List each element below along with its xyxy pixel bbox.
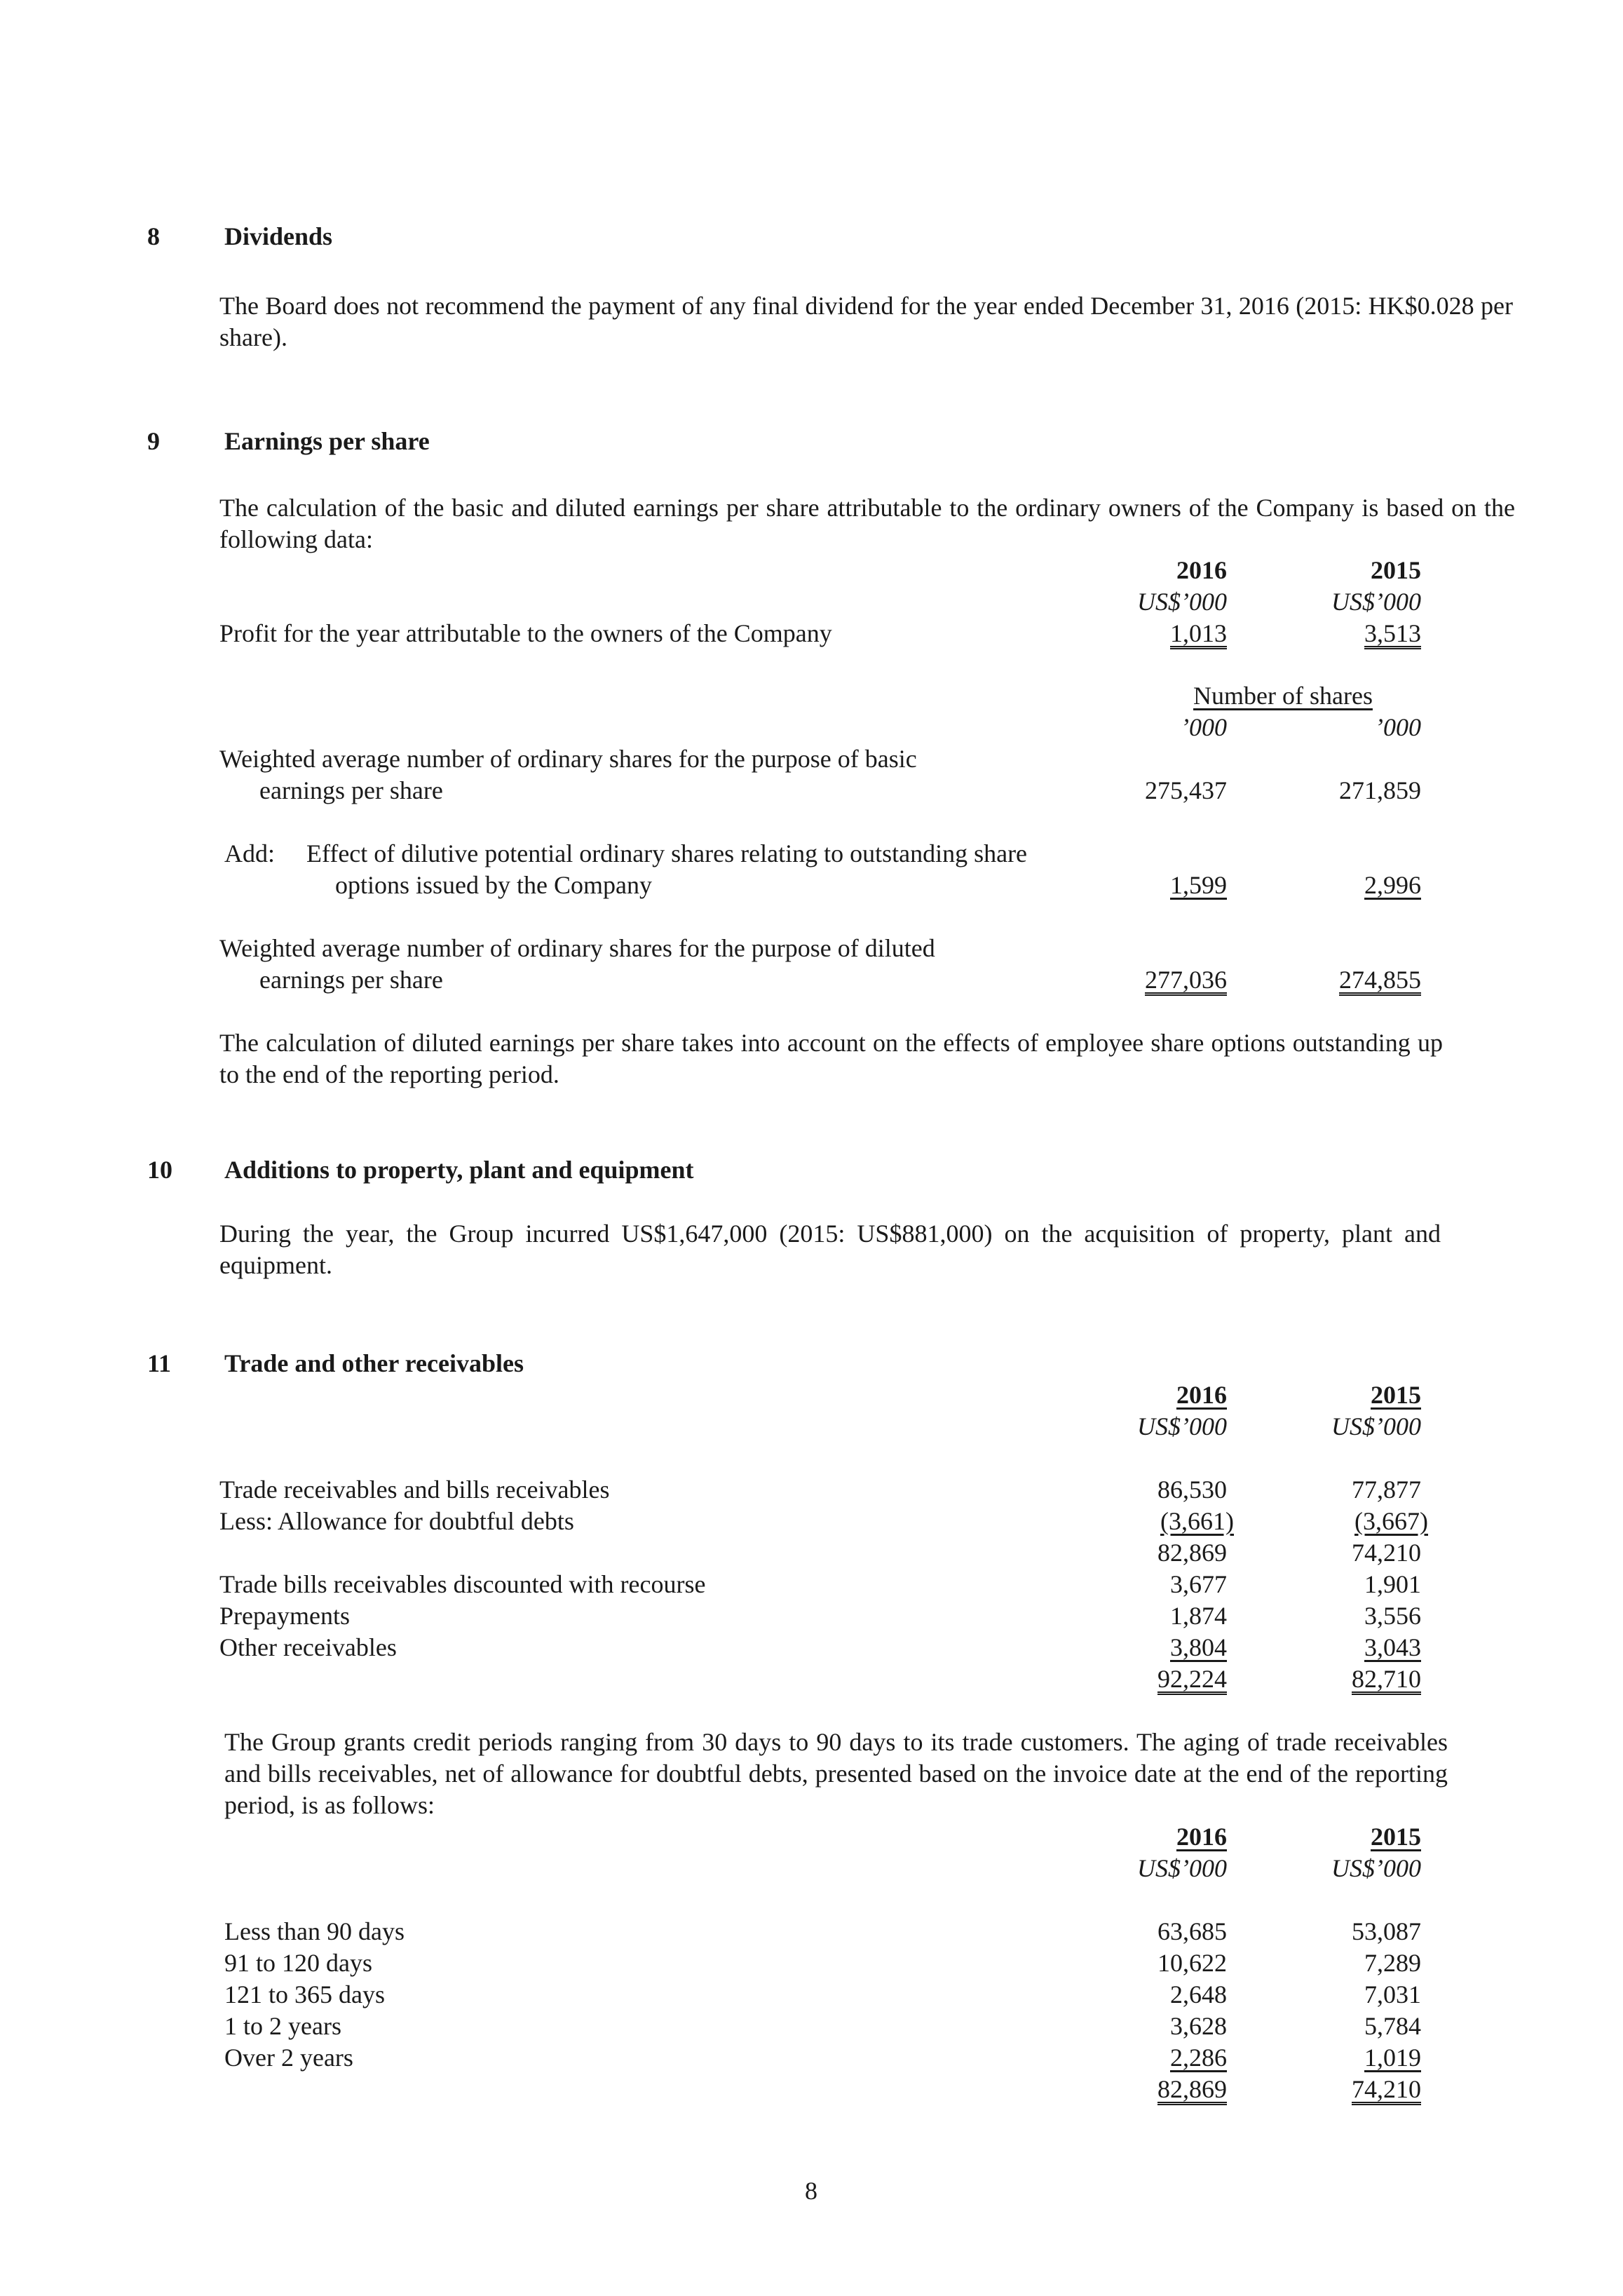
- aging-total-2015: 74,210: [1352, 2075, 1421, 2103]
- add-2015: 2,996: [1364, 871, 1421, 899]
- receivables-row-2016: 1,874: [1170, 1602, 1227, 1630]
- add-label-line1: Effect of dilutive potential ordinary shares relating to outstanding share: [306, 839, 1028, 867]
- aging-row-2016: 3,628: [1170, 2012, 1227, 2040]
- eps-unit-2016: US$’000: [1137, 588, 1227, 616]
- receivables-row-2015: 3,556: [1364, 1602, 1421, 1630]
- receivables-row-2015: 1,901: [1364, 1570, 1421, 1598]
- aging-year-2016: 2016: [1176, 1823, 1227, 1851]
- shares-unit-2016: ’000: [1181, 713, 1227, 741]
- aging-row-label: 121 to 365 days: [224, 1980, 385, 2008]
- section-9-title: Earnings per share: [224, 427, 430, 455]
- receivables-subtotal-2015: 74,210: [1352, 1539, 1421, 1567]
- aging-row-2015: 1,019: [1364, 2044, 1421, 2072]
- aging-row-2015: 53,087: [1352, 1917, 1421, 1945]
- aging-row-2016: 63,685: [1157, 1917, 1227, 1945]
- page-number: 8: [805, 2177, 817, 2205]
- aging-row-label: Less than 90 days: [224, 1917, 405, 1945]
- add-prefix: Add:: [224, 839, 275, 867]
- aging-row-2016: 2,286: [1170, 2044, 1227, 2072]
- aging-total-2016: 82,869: [1157, 2075, 1227, 2103]
- add-label-line2: options issued by the Company: [335, 871, 652, 899]
- eps-unit-2015: US$’000: [1331, 588, 1421, 616]
- section-8-title: Dividends: [224, 222, 333, 250]
- receivables-year-2016: 2016: [1176, 1381, 1227, 1409]
- aging-row-2016: 10,622: [1157, 1949, 1227, 1977]
- aging-unit-2016: US$’000: [1137, 1854, 1227, 1882]
- eps-year-2016: 2016: [1176, 556, 1227, 584]
- basic-label-line2: earnings per share: [259, 776, 443, 804]
- section-10-title: Additions to property, plant and equipment: [224, 1156, 694, 1184]
- aging-row-2015: 7,289: [1364, 1949, 1421, 1977]
- basic-2015: 271,859: [1339, 776, 1421, 804]
- receivables-total-2016: 92,224: [1157, 1665, 1227, 1693]
- aging-unit-2015: US$’000: [1331, 1854, 1421, 1882]
- eps-year-2015: 2015: [1371, 556, 1421, 584]
- section-9-note: The calculation of diluted earnings per share takes into account on the effects of employee share options outstanding up to the end of the reporting period.: [219, 1029, 1443, 1088]
- receivables-row-label: Trade receivables and bills receivables: [219, 1475, 610, 1504]
- aging-row-label: 1 to 2 years: [224, 2012, 341, 2040]
- receivables-year-2015: 2015: [1371, 1381, 1421, 1409]
- profit-2016: 1,013: [1170, 619, 1227, 647]
- receivables-row-2015: (3,667): [1354, 1507, 1428, 1535]
- section-10-text: During the year, the Group incurred US$1,647,000 (2015: US$881,000) on the acquisition of property, plant and equipment.: [219, 1220, 1441, 1279]
- aging-row-label: Over 2 years: [224, 2044, 353, 2072]
- shares-unit-2015: ’000: [1375, 713, 1421, 741]
- aging-intro: The Group grants credit periods ranging from 30 days to 90 days to its trade customers. The aging of trade receivables and bills receivables, net of allowance for doubtful debts, presented based on the invoice date at the end of the reporting period, is as follows:: [224, 1728, 1448, 1819]
- aging-row-label: 91 to 120 days: [224, 1949, 372, 1977]
- aging-row-2016: 2,648: [1170, 1980, 1227, 2008]
- receivables-row-2016: (3,661): [1160, 1507, 1234, 1535]
- receivables-total-2015: 82,710: [1352, 1665, 1421, 1693]
- diluted-label-line1: Weighted average number of ordinary shares for the purpose of diluted: [219, 934, 935, 962]
- receivables-row-label: Less: Allowance for doubtful debts: [219, 1507, 574, 1535]
- receivables-row-2016: 86,530: [1157, 1475, 1227, 1504]
- receivables-unit-2016: US$’000: [1137, 1412, 1227, 1440]
- profit-2015: 3,513: [1364, 619, 1421, 647]
- receivables-row-2016: 3,677: [1170, 1570, 1227, 1598]
- diluted-2016: 277,036: [1145, 966, 1227, 994]
- shares-header: Number of shares: [1193, 682, 1373, 710]
- diluted-label-line2: earnings per share: [259, 966, 443, 994]
- diluted-2015: 274,855: [1339, 966, 1421, 994]
- section-9-number: 9: [147, 427, 160, 455]
- section-9-intro: The calculation of the basic and diluted earnings per share attributable to the ordinary owners of the Company is based on the following data:: [219, 494, 1515, 553]
- section-11-title: Trade and other receivables: [224, 1349, 524, 1377]
- aging-year-2015: 2015: [1371, 1823, 1421, 1851]
- section-8-number: 8: [147, 222, 160, 250]
- receivables-row-2015: 77,877: [1352, 1475, 1421, 1504]
- section-11-number: 11: [147, 1349, 172, 1377]
- receivables-row-label: Trade bills receivables discounted with recourse: [219, 1570, 706, 1598]
- section-8-text: The Board does not recommend the payment of any final dividend for the year ended December 31, 2016 (2015: HK$0.028 per share).: [219, 292, 1513, 351]
- receivables-subtotal-2016: 82,869: [1157, 1539, 1227, 1567]
- add-2016: 1,599: [1170, 871, 1227, 899]
- receivables-row-label: Prepayments: [219, 1602, 350, 1630]
- basic-2016: 275,437: [1145, 776, 1227, 804]
- section-10-number: 10: [147, 1156, 172, 1184]
- receivables-row-2015: 3,043: [1364, 1633, 1421, 1661]
- receivables-row-2016: 3,804: [1170, 1633, 1227, 1661]
- aging-row-2015: 7,031: [1364, 1980, 1421, 2008]
- profit-label: Profit for the year attributable to the owners of the Company: [219, 619, 832, 647]
- receivables-row-label: Other receivables: [219, 1633, 397, 1661]
- aging-row-2015: 5,784: [1364, 2012, 1421, 2040]
- receivables-unit-2015: US$’000: [1331, 1412, 1421, 1440]
- basic-label-line1: Weighted average number of ordinary shares for the purpose of basic: [219, 745, 917, 773]
